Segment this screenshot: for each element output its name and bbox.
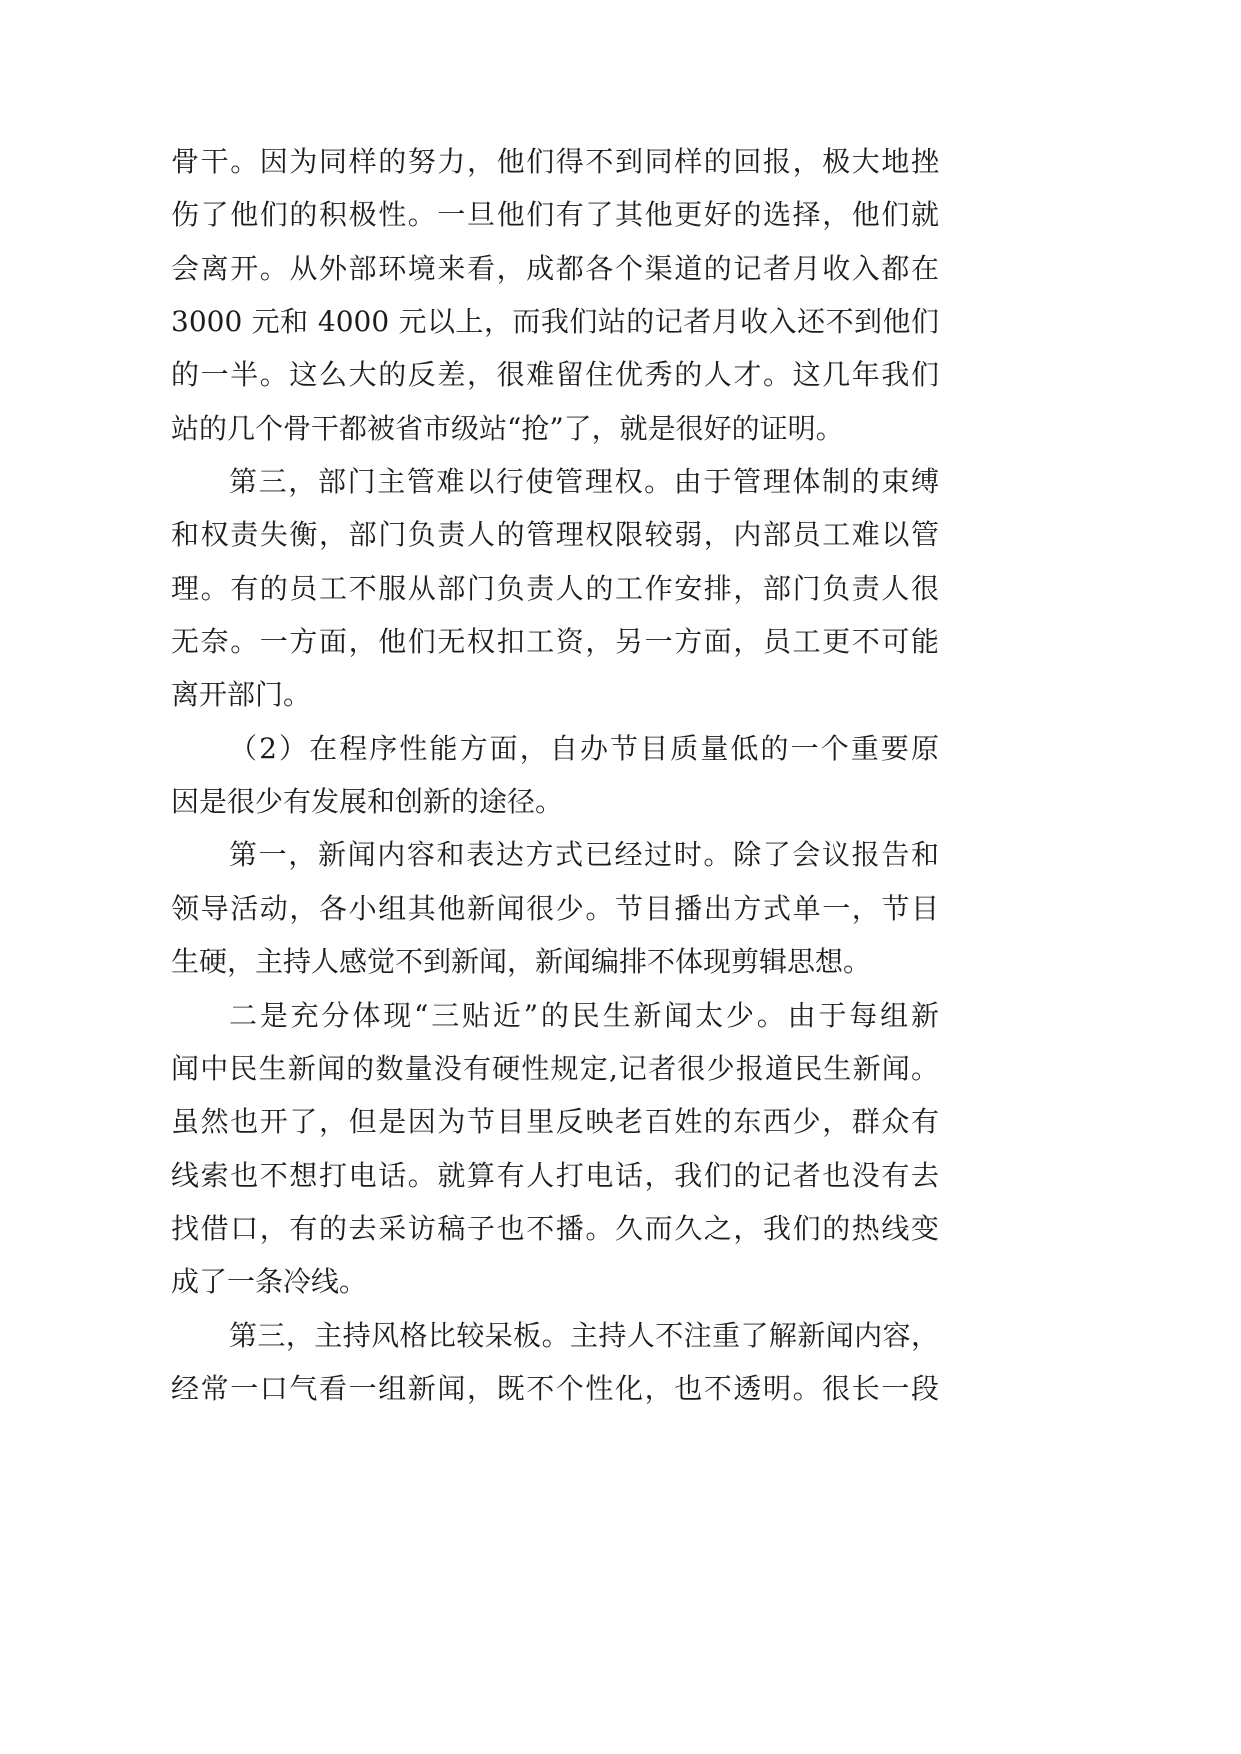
text-line: 会离开。从外部环境来看，成都各个渠道的记者月收入都在 [171,251,939,285]
text-line: 骨干。因为同样的努力，他们得不到同样的回报，极大地挫 [171,145,939,178]
paragraph [171,135,939,455]
text-line: 站的几个骨干都被省市级站“抢”了，就是很好的证明。 [171,411,844,445]
text-line: 无奈。一方面，他们无权扣工资，另一方面，员工更不可能 [171,625,939,659]
text-line: 3000 元和 4000 元以上，而我们站的记者月收入还不到他们 [171,305,939,339]
paragraph [171,722,939,829]
paragraph [171,455,939,722]
text-line: 线索也不想打电话。就算有人打电话，我们的记者也没有去 [171,1158,939,1192]
document-body [171,135,939,1415]
text-line: 闻中民生新闻的数量没有硬性规定,记者很少报道民生新闻。 [171,1051,939,1085]
text-line: 成了一条冷线。 [171,1265,368,1299]
text-line: 第一，新闻内容和表达方式已经过时。除了会议报告和 [229,838,939,872]
text-line: 虽然也开了，但是因为节目里反映老百姓的东西少，群众有 [171,1105,939,1139]
text-line: 生硬，主持人感觉不到新闻，新闻编排不体现剪辑思想。 [171,945,872,979]
paragraph [171,1309,939,1416]
text-line: 第三，部门主管难以行使管理权。由于管理体制的束缚 [229,465,939,499]
text-line: 第三，主持风格比较呆板。主持人不注重了解新闻内容， [229,1318,939,1352]
text-line: （2）在程序性能方面，自办节目质量低的一个重要原 [229,731,939,765]
text-line: 离开部门。 [171,678,312,712]
text-line: 的一半。这么大的反差，很难留住优秀的人才。这几年我们 [171,358,939,392]
text-line: 和权责失衡，部门负责人的管理权限较弱，内部员工难以管 [171,518,939,552]
text-line: 伤了他们的积极性。一旦他们有了其他更好的选择，他们就 [171,198,939,232]
text-line: 领导活动，各小组其他新闻很少。节目播出方式单一，节目 [171,891,939,925]
paragraph [171,989,939,1309]
text-line: 找借口，有的去采访稿子也不播。久而久之，我们的热线变 [171,1211,939,1245]
text-line: 理。有的员工不服从部门负责人的工作安排，部门负责人很 [171,571,939,605]
text-line: 二是充分体现“三贴近”的民生新闻太少。由于每组新 [229,998,939,1032]
text-line: 因是很少有发展和创新的途径。 [171,785,564,819]
paragraph [171,828,939,988]
text-line: 经常一口气看一组新闻，既不个性化，也不透明。很长一段 [171,1371,939,1405]
